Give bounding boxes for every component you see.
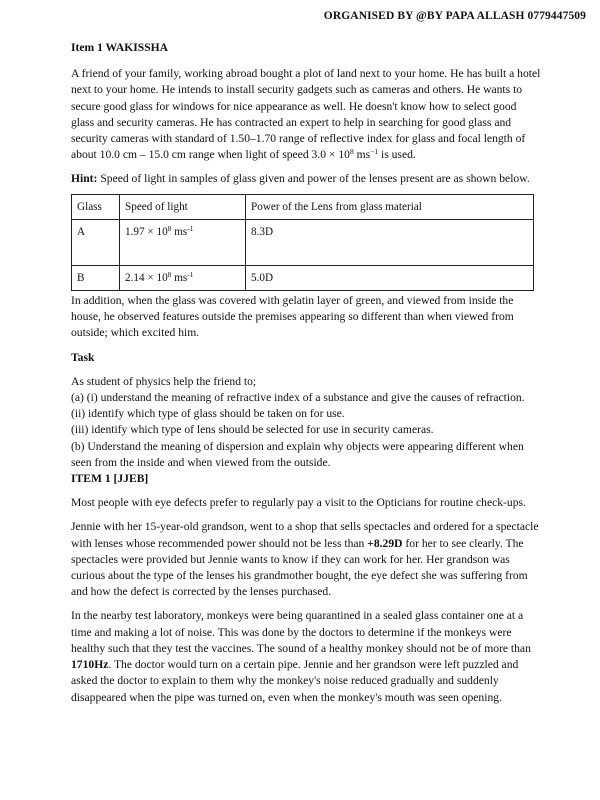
task-item: (a) (i) understand the meaning of refractive index of a substance and give the causes of refraction. <box>71 391 525 405</box>
jennie-text: Jennie with her 15-year-old grandson, went to a shop that sells spectacles and ordered for a spectacle with lenses whose recommended power should not be less than <box>71 520 539 550</box>
task-intro: As student of physics help the friend to; <box>71 374 257 388</box>
monkeys-text-continued: . The doctor would turn on a certain pipe. Jennie and her grandson were left puzzled and asked the doctor to explain to them why the monkey's noise reduced gradually and suddenly disappeared when the pipe was turned on, even when the monkey's mouth was seen opening. <box>71 658 519 704</box>
task-item: (ii) identify which type of glass should be taken on for use. <box>71 407 345 421</box>
speed-unit-exponent: -1 <box>187 269 194 279</box>
table-header-glass: Glass <box>72 194 120 219</box>
table-cell-glass: B <box>72 265 120 290</box>
speed-base: 2.14 × 10 <box>125 271 168 284</box>
item2-paragraph-opticians: Most people with eye defects prefer to regularly pay a visit to the Opticians for routine check-ups. <box>71 496 526 510</box>
table-row <box>72 219 534 265</box>
hint-label: Hint: <box>71 172 98 186</box>
speed-unit: ms <box>171 271 188 284</box>
unit-text: ms <box>353 148 371 162</box>
table-cell-power: 8.3D <box>246 219 534 265</box>
scenario-end-text: is used. <box>378 148 416 162</box>
hint-paragraph <box>71 171 541 187</box>
hint-text: Speed of light in samples of glass given and power of the lenses present are as shown below. <box>97 172 530 186</box>
document-body <box>71 40 541 714</box>
exponent: 8 <box>349 147 354 157</box>
task-list <box>71 374 541 471</box>
task-item: (b) Understand the meaning of dispersion and explain why objects were appearing different when seen from the inside and when viewed from the outside. <box>71 439 524 469</box>
speed-unit-exponent: -1 <box>187 223 194 233</box>
item1-paragraph-scenario <box>71 66 541 163</box>
table-cell-glass: A <box>72 219 120 265</box>
scenario-text: A friend of your family, working abroad bought a plot of land next to your home. He has built a hotel next to your home. He intends to install security gadgets such as cameras and others. He wants to secure good glass for windows for nice appearance as well. He doesn't know how to select good glass and security cameras. He has contracted an expert to help in searching for good glass and security cameras with standard of 1.50–1.70 range of reflective index for glass and focal length of about 10.0 cm – 15.0 cm range when light of speed 3.0 × 10 <box>71 67 541 162</box>
lens-power-value: +8.29D <box>367 536 403 550</box>
table-row <box>72 265 534 290</box>
table-header-row <box>72 194 534 219</box>
item1-heading: Item 1 WAKISSHA <box>71 41 169 54</box>
page-header: ORGANISED BY @BY PAPA ALLASH 0779447509 <box>323 10 586 22</box>
speed-exponent: 8 <box>167 223 172 233</box>
task-item: (iii) identify which type of lens should be selected for use in security cameras. <box>71 423 434 437</box>
glass-data-table <box>71 194 534 291</box>
unit-exponent: −1 <box>370 147 379 157</box>
table-header-speed: Speed of light <box>120 194 246 219</box>
table-cell-power: 5.0D <box>246 265 534 290</box>
item2-heading: ITEM 1 [JJEB] <box>71 472 149 486</box>
item1-paragraph-gelatin: In addition, when the glass was covered with gelatin layer of green, and viewed from inside the house, he observed features outside the premises appearing so different than when viewed from outside; which excited him. <box>71 294 514 340</box>
speed-exponent: 8 <box>167 269 172 279</box>
jennie-text-continued: for her to see clearly. The spectacles were provided but Jennie wants to know if they can work for her. Her grandson was curious about the type of the lenses his grandmother bought, the eye defect she was suffering from and how the defect is corrected by the lenses purchased. <box>71 536 528 599</box>
table-header-power: Power of the Lens from glass material <box>246 194 534 219</box>
frequency-value: 1710Hz <box>71 658 109 672</box>
speed-unit: ms <box>171 225 188 238</box>
monkeys-text: In the nearby test laboratory, monkeys were being quarantined in a sealed glass container one at a time and making a lot of noise. This was done by the doctors to determine if the monkeys were healthy such that they test the vaccines. The sound of a healthy monkey should not be of more than <box>71 609 531 655</box>
table-cell-speed <box>120 265 246 290</box>
speed-base: 1.97 × 10 <box>125 225 168 238</box>
task-heading: Task <box>71 350 95 364</box>
item2-paragraph-jennie <box>71 519 541 600</box>
item2-paragraph-monkeys <box>71 608 541 705</box>
table-cell-speed <box>120 219 246 265</box>
